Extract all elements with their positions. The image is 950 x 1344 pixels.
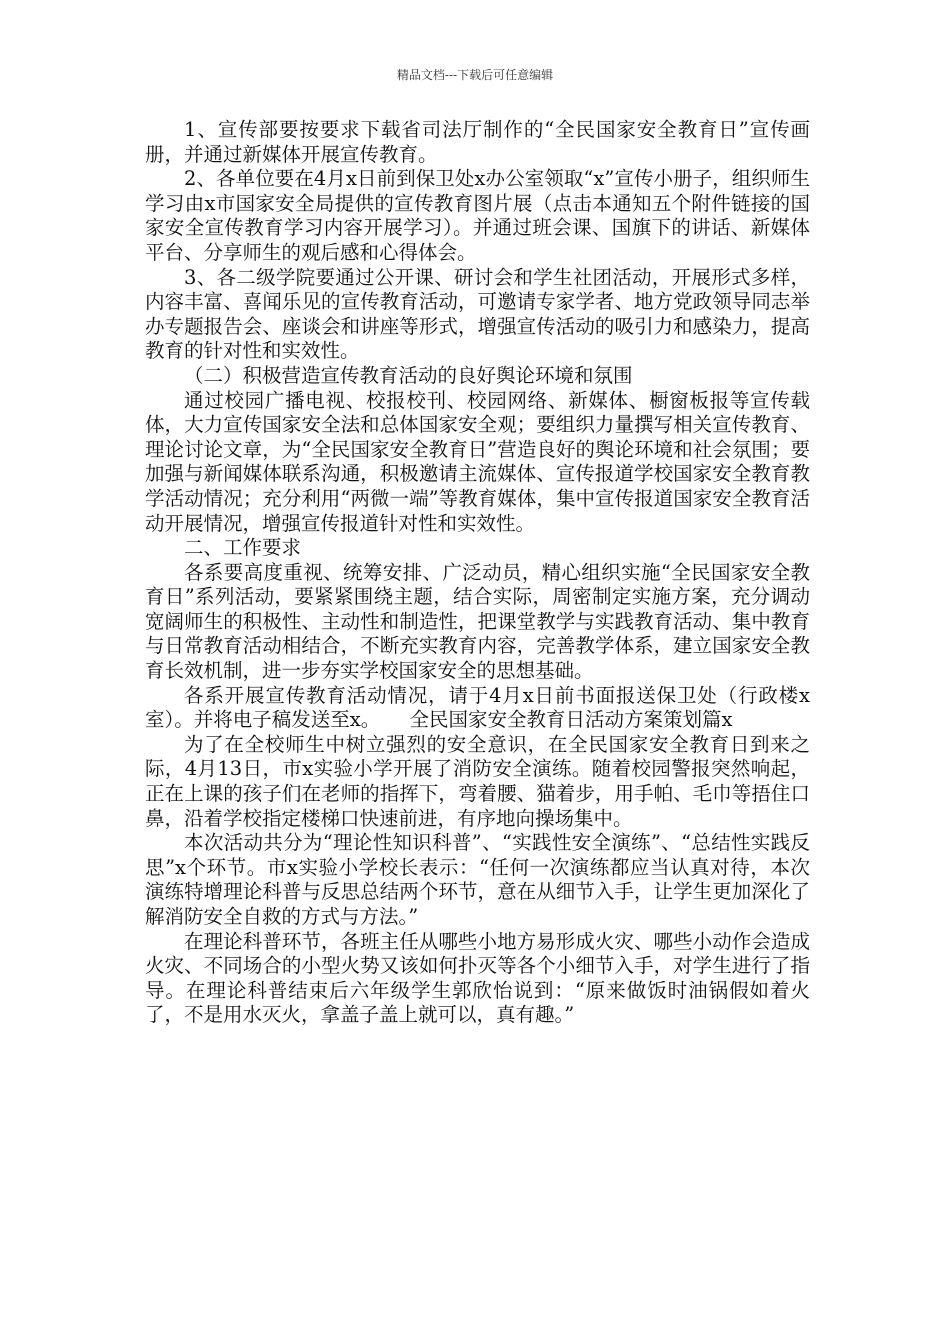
document-body (145, 118, 810, 1028)
page-header-note: 精品文档---下载后可任意编辑 (396, 68, 554, 82)
paragraph-theory-session: 在理论科普环节，各班主任从哪些小地方易形成火灾、哪些小动作会造成火灾、不同场合的小型火势又该如何扑灭等各个小细节入手，对学生进行了指导。在理论科普结束后六年级学生郭欣怡说到：“原来做饭时油锅假如着火了，不是用水灭火，拿盖子盖上就可以，真有趣。” (145, 929, 810, 1027)
paragraph-requirements: 各系要高度重视、统筹安排、广泛动员，精心组织实施“全民国家安全教育日”系列活动，要紧紧围绕主题，结合实际，周密制定实施方案，充分调动宽阔师生的积极性、主动性和制造性，把课堂教学与实践教育活动、集中教育与日常教育活动相结合，不断充实教育内容，完善教学体系，建立国家安全教育长效机制，进一步夯实学校国家安全的思想基础。 (145, 560, 810, 683)
section-heading-requirements: 二、工作要求 (184, 536, 302, 560)
section-heading-atmosphere: （二）积极营造宣传教育活动的良好舆论环境和氛围 (184, 363, 633, 387)
paragraph-report-submission: 各系开展宣传教育活动情况，请于4月x日前书面报送保卫处（行政楼x室）。并将电子稿发送至x。 全民国家安全教育日活动方案策划篇x (145, 683, 810, 732)
paragraph-colleges-activities: 3、各二级学院要通过公开课、研讨会和学生社团活动，开展形式多样，内容丰富、喜闻乐见的宣传教育活动，可邀请专家学者、地方党政领导同志举办专题报告会、座谈会和讲座等形式，增强宣传活动的吸引力和感染力，提高教育的针对性和实效性。 (145, 265, 810, 363)
paragraph-media-publicity: 通过校园广播电视、校报校刊、校园网络、新媒体、橱窗板报等宣传载体，大力宣传国家安全法和总体国家安全观；要组织力量撰写相关宣传教育、理论讨论文章，为“全民国家安全教育日”营造良好的舆论环境和社会氛围；要加强与新闻媒体联系沟通，积极邀请主流媒体、宣传报道学校国家安全教育教学活动情况；充分利用“两微一端”等教育媒体，集中宣传报道国家安全教育活动开展情况，增强宣传报道针对性和实效性。 (145, 388, 810, 535)
paragraph-fire-drill: 为了在全校师生中树立强烈的安全意识，在全民国家安全教育日到来之际，4月13日，市x实验小学开展了消防安全演练。随着校园警报突然响起，正在上课的孩子们在老师的指挥下，弯着腰、猫着步，用手帕、毛巾等捂住口鼻，沿着学校指定楼梯口快速前进，有序地向操场集中。 (145, 732, 810, 830)
paragraph-activity-stages: 本次活动共分为“理论性知识科普”、“实践性安全演练”、“总结性实践反思”x个环节。市x实验小学校长表示：“任何一次演练都应当认真对待，本次演练特增理论科普与反思总结两个环节，意在从细节入手，让学生更加深化了解消防安全自救的方式与方法。” (145, 831, 810, 928)
paragraph-publicity-dept: 1、宣传部要按要求下载省司法厅制作的“全民国家安全教育日”宣传画册，并通过新媒体开展宣传教育。 (145, 118, 810, 166)
paragraph-units-pickup: 2、各单位要在4月x日前到保卫处x办公室领取“x”宣传小册子，组织师生学习由x市国家安全局提供的宣传教育图片展（点击本通知五个附件链接的国家安全宣传教育学习内容开展学习）。并通过班会课、国旗下的讲话、新媒体平台、分享师生的观后感和心得体会。 (145, 167, 810, 264)
